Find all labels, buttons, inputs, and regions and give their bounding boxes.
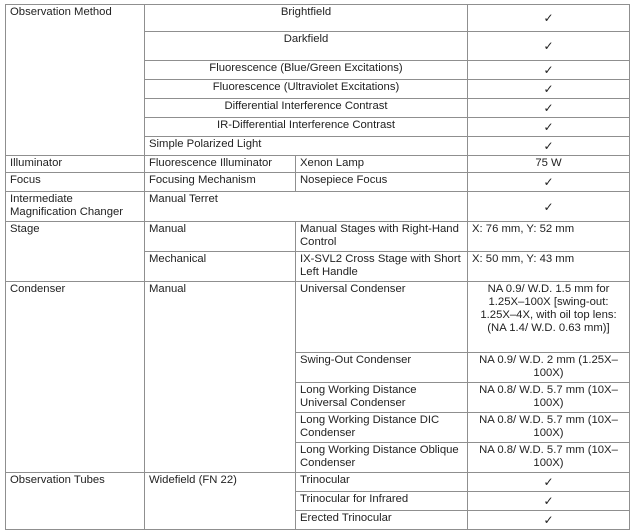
cell-brightfield: Brightfield [145, 5, 468, 32]
row-label-intermediate-magnification: Intermediate Magnification Changer [6, 192, 145, 222]
check-icon: ✓ [468, 492, 630, 511]
cell-stage-manual: Manual [145, 222, 296, 252]
row-label-illuminator: Illuminator [6, 156, 145, 173]
cell-manual-terret: Manual Terret [145, 192, 468, 222]
spec-table [5, 4, 630, 530]
check-icon: ✓ [468, 32, 630, 61]
check-icon: ✓ [468, 473, 630, 492]
cell-cond-lwd-oblique-spec: NA 0.8/ W.D. 5.7 mm (10X–100X) [468, 443, 630, 473]
cell-cond-swing: Swing-Out Condenser [296, 353, 468, 383]
cell-cond-universal-spec: NA 0.9/ W.D. 1.5 mm for 1.25X–100X [swing-out: 1.25X–4X, with oil top lens: (NA 1.4/ W.D. 0.63 mm)] [468, 282, 630, 353]
table-row [6, 222, 630, 252]
check-icon: ✓ [468, 80, 630, 99]
cell-stage-mech-desc: IX-SVL2 Cross Stage with Short Left Handle [296, 252, 468, 282]
table-row [6, 173, 630, 192]
cell-illuminator-power: 75 W [468, 156, 630, 173]
cell-polarized: Simple Polarized Light [145, 137, 468, 156]
cell-stage-manual-spec: X: 76 mm, Y: 52 mm [468, 222, 630, 252]
cell-condenser-type: Manual [145, 282, 296, 473]
cell-focus-mechanism: Focusing Mechanism [145, 173, 296, 192]
table-row [6, 5, 630, 32]
check-icon: ✓ [468, 192, 630, 222]
cell-illuminator-type: Fluorescence Illuminator [145, 156, 296, 173]
cell-cond-universal: Universal Condenser [296, 282, 468, 353]
cell-stage-mechanical: Mechanical [145, 252, 296, 282]
cell-cond-lwd-dic-spec: NA 0.8/ W.D. 5.7 mm (10X–100X) [468, 413, 630, 443]
check-icon: ✓ [468, 137, 630, 156]
cell-cond-lwd-dic: Long Working Distance DIC Condenser [296, 413, 468, 443]
row-label-observation-method: Observation Method [6, 5, 145, 156]
cell-fluorescence-uv: Fluorescence (Ultraviolet Excitations) [145, 80, 468, 99]
cell-dic: Differential Interference Contrast [145, 99, 468, 118]
check-icon: ✓ [468, 173, 630, 192]
row-label-condenser: Condenser [6, 282, 145, 473]
cell-focus-type: Nosepiece Focus [296, 173, 468, 192]
cell-tubes-type: Widefield (FN 22) [145, 473, 296, 530]
table-row [6, 192, 630, 222]
check-icon: ✓ [468, 118, 630, 137]
cell-cond-lwd-oblique: Long Working Distance Oblique Condenser [296, 443, 468, 473]
cell-stage-manual-desc: Manual Stages with Right-Hand Control [296, 222, 468, 252]
cell-tube-trinocular: Trinocular [296, 473, 468, 492]
cell-tube-erected: Erected Trinocular [296, 511, 468, 530]
row-label-stage: Stage [6, 222, 145, 282]
cell-illuminator-lamp: Xenon Lamp [296, 156, 468, 173]
check-icon: ✓ [468, 511, 630, 530]
table-row [6, 473, 630, 492]
row-label-observation-tubes: Observation Tubes [6, 473, 145, 530]
check-icon: ✓ [468, 99, 630, 118]
table-row [6, 156, 630, 173]
cell-darkfield: Darkfield [145, 32, 468, 61]
check-icon: ✓ [468, 5, 630, 32]
cell-cond-swing-spec: NA 0.9/ W.D. 2 mm (1.25X–100X) [468, 353, 630, 383]
cell-tube-trinocular-ir: Trinocular for Infrared [296, 492, 468, 511]
row-label-focus: Focus [6, 173, 145, 192]
cell-ir-dic: IR-Differential Interference Contrast [145, 118, 468, 137]
cell-fluorescence-blue-green: Fluorescence (Blue/Green Excitations) [145, 61, 468, 80]
cell-cond-lwd-universal: Long Working Distance Universal Condenser [296, 383, 468, 413]
cell-stage-mech-spec: X: 50 mm, Y: 43 mm [468, 252, 630, 282]
cell-cond-lwd-universal-spec: NA 0.8/ W.D. 5.7 mm (10X–100X) [468, 383, 630, 413]
check-icon: ✓ [468, 61, 630, 80]
table-row [6, 282, 630, 353]
